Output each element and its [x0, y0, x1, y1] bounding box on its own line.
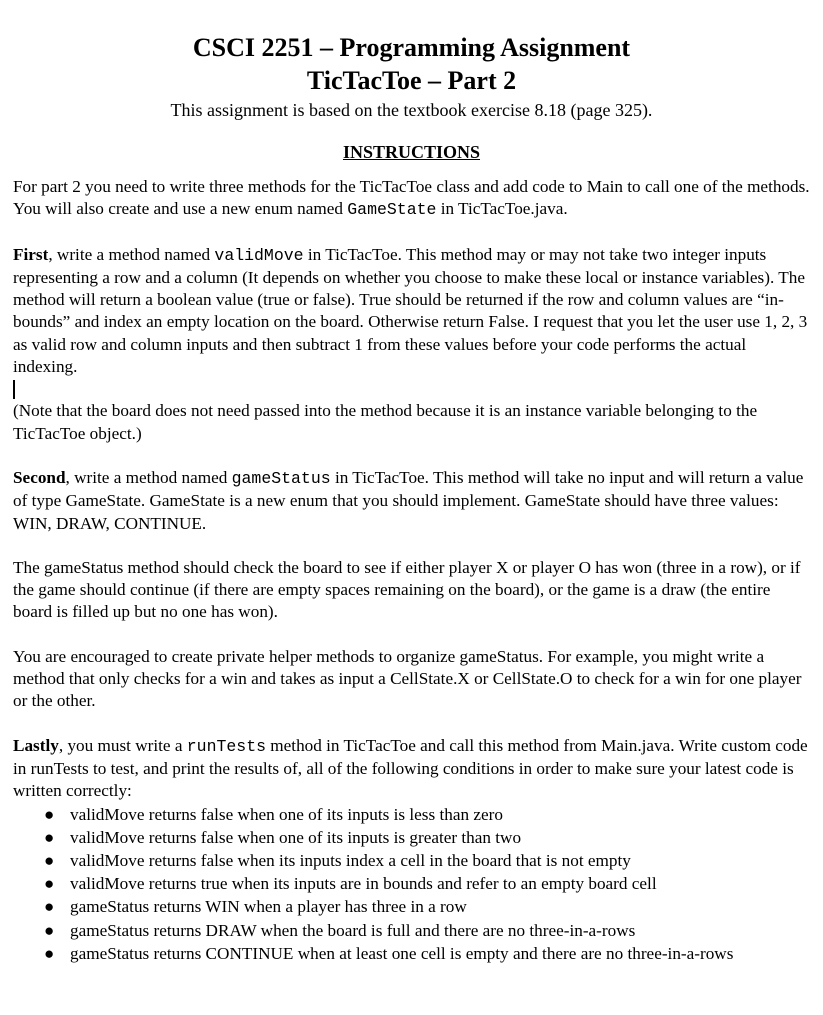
- page-subtitle-title: TicTacToe – Part 2: [306, 66, 517, 95]
- list-item-text: validMove returns false when its inputs index a cell in the board that is not empty: [70, 850, 631, 870]
- bullet-icon: ●: [44, 874, 55, 894]
- bullet-icon: ●: [44, 897, 55, 917]
- second-code: gameStatus: [231, 468, 331, 488]
- list-item-text: gameStatus returns WIN when a player has three in a row: [70, 897, 467, 917]
- spacer: [13, 624, 810, 646]
- bullet-icon: ●: [44, 920, 55, 940]
- lastly-code: runTests: [186, 736, 266, 756]
- list-item: [44, 803, 810, 826]
- lastly-text: , you must write a: [58, 735, 187, 755]
- game-status-paragraph: The gameStatus method should check the board to see if either player X or player O has won (three in a row), or if the game should continue (if there are empty spaces remaining on the board), or the game is a draw (the entire board is filled up but no one has won).: [13, 557, 801, 622]
- list-item: [44, 919, 810, 942]
- note-paragraph: (Note that the board does not need passed into the method because it is an instance variable belonging to the TicTacToe object.): [13, 401, 758, 443]
- text-cursor-line[interactable]: [13, 378, 810, 400]
- bullet-icon: ●: [44, 850, 55, 870]
- intro-paragraph: [13, 176, 810, 222]
- lastly-paragraph: [13, 735, 810, 803]
- page-title: CSCI 2251 – Programming Assignment: [192, 33, 631, 62]
- second-text: , write a method named: [65, 467, 232, 487]
- assignment-source-note: This assignment is based on the textbook exercise 8.18 (page 325).: [170, 100, 653, 120]
- bullet-icon: ●: [44, 827, 55, 847]
- spacer: [13, 222, 810, 244]
- first-text: , write a method named: [48, 244, 215, 264]
- instructions-heading: INSTRUCTIONS: [342, 142, 481, 162]
- lastly-text-end: method in TicTacToe and call this method from Main.java. Write custom code in runTests to test, and print the results of, all of the following conditions in order to make sure your latest code is written correctly:: [13, 735, 808, 801]
- first-label: First: [13, 244, 49, 264]
- second-label: Second: [13, 467, 66, 487]
- list-item: [44, 942, 810, 965]
- second-text-end: in TicTacToe. This method will take no input and will return a value of type GameState. GameState is a new enum that you should implement. GameState should have three values: WIN, DRAW, CONTINUE.: [13, 467, 804, 533]
- test-conditions-list: [13, 803, 810, 965]
- bullet-icon: ●: [44, 943, 55, 963]
- intro-text-end: in TicTacToe.java.: [436, 199, 568, 219]
- list-item: [44, 895, 810, 918]
- bullet-icon: ●: [44, 804, 55, 824]
- list-item: [44, 849, 810, 872]
- second-paragraph: [13, 467, 810, 535]
- first-text-end: in TicTacToe. This method may or may not take two integer inputs representing a row and a column (It depends on whether you choose to make these local or instance variables). The method will return a boolean value (true or false). True should be returned if the row and column values are “in-bounds” and index an empty location on the board. Otherwise return False. I request that you let the user use 1, 2, 3 as valid row and column inputs and then subtract 1 from these values before your code performs the actual indexing.: [13, 244, 808, 377]
- intro-code: GameState: [347, 200, 437, 220]
- list-item-text: gameStatus returns CONTINUE when at least one cell is empty and there are no three-in-a-rows: [70, 943, 734, 963]
- list-item-text: validMove returns false when one of its inputs is less than zero: [70, 804, 503, 824]
- list-item: [44, 872, 810, 895]
- spacer: [13, 445, 810, 467]
- list-item-text: validMove returns false when one of its inputs is greater than two: [70, 827, 522, 847]
- list-item: [44, 826, 810, 849]
- first-code: validMove: [214, 245, 304, 265]
- lastly-label: Lastly: [13, 735, 59, 755]
- text-cursor: [13, 380, 15, 399]
- spacer: [13, 535, 810, 557]
- intro-text: For part 2 you need to write three methods for the TicTacToe class and add code to Main to call one of the methods. You will also create and use a new enum named: [13, 177, 810, 219]
- list-item-text: validMove returns true when its inputs are in bounds and refer to an empty board cell: [70, 874, 657, 894]
- spacer: [13, 713, 810, 735]
- helper-methods-paragraph: You are encouraged to create private helper methods to organize gameStatus. For example, you might write a method that only checks for a win and takes as input a CellState.X or CellState.O to check for a win for one player or the other.: [13, 646, 802, 711]
- first-paragraph: [13, 244, 810, 379]
- list-item-text: gameStatus returns DRAW when the board is full and there are no three-in-a-rows: [70, 920, 636, 940]
